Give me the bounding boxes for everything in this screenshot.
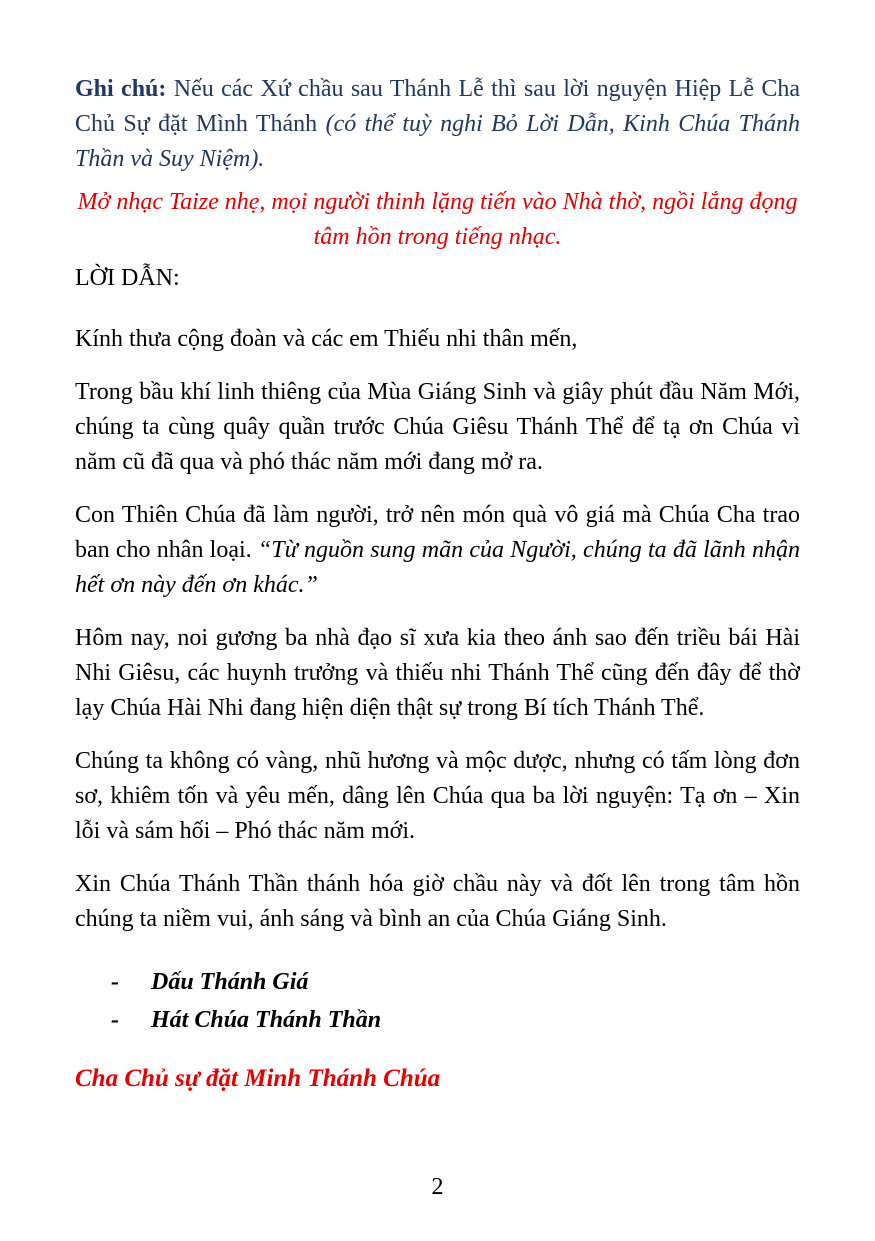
gift-paragraph [75, 498, 800, 603]
exposition-instruction: Cha Chủ sự đặt Minh Thánh Chúa [75, 1065, 441, 1092]
list-item [111, 1001, 800, 1039]
magi-paragraph: Hôm nay, noi gương ba nhà đạo sĩ xưa kia theo ánh sao đến triều bái Hài Nhi Giêsu, các huynh trưởng và thiếu nhi Thánh Thể cũng đến đây để thờ lạy Chúa Hài Nhi đang hiện diện thật sự trong Bí tích Thánh Thể. [75, 625, 800, 721]
list-item [111, 963, 800, 1001]
greeting-paragraph: Kính thưa cộng đoàn và các em Thiếu nhi thân mến, [75, 326, 578, 352]
note-label: Ghi chú: [75, 76, 167, 102]
gift-paragraph-body: Con Thiên Chúa đã làm người, trở nên món quà vô giá mà Chúa Cha trao ban cho nhân loại. [75, 502, 800, 563]
dash-bullet: - [111, 1007, 119, 1033]
page-number: 2 [431, 1174, 444, 1200]
note-paragraph [75, 72, 800, 177]
offerings-paragraph: Chúng ta không có vàng, nhũ hương và mộc dược, nhưng có tấm lòng đơn sơ, khiêm tốn và yêu mến, dâng lên Chúa qua ba lời nguyện: Tạ ơn – Xin lỗi và sám hối – Phó thác năm mới. [75, 748, 800, 844]
list-item-label: Dấu Thánh Giá [151, 969, 309, 995]
note-body: Nếu các Xứ chầu sau Thánh Lễ thì sau lời nguyện Hiệp Lễ Cha Chủ Sự đặt Mình Thánh [75, 76, 801, 137]
new-year-paragraph: Trong bầu khí linh thiêng của Mùa Giáng Sinh và giây phút đầu Năm Mới, chúng ta cùng quây quần trước Chúa Giêsu Thánh Thể để tạ ơn Chúa vì năm cũ đã qua và phó thác năm mới đang mở ra. [75, 379, 800, 475]
note-aside: (có thể tuỳ nghi Bỏ Lời Dẫn, Kinh Chúa Thánh Thần và Suy Niệm). [75, 111, 800, 172]
section-heading: LỜI DẪN: [75, 265, 180, 291]
liturgy-steps-list [75, 963, 800, 1039]
holy-spirit-paragraph: Xin Chúa Thánh Thần thánh hóa giờ chầu này và đốt lên trong tâm hồn chúng ta niềm vui, ánh sáng và bình an của Chúa Giáng Sinh. [75, 871, 800, 932]
music-instruction: Mở nhạc Taize nhẹ, mọi người thinh lặng tiến vào Nhà thờ, ngồi lắng đọng tâm hồn trong tiếng nhạc. [77, 189, 798, 250]
gift-paragraph-quote: “Từ nguồn sung mãn của Người, chúng ta đã lãnh nhận hết ơn này đến ơn khác.” [75, 537, 801, 598]
list-item-label: Hát Chúa Thánh Thần [151, 1007, 382, 1033]
dash-bullet: - [111, 969, 119, 995]
